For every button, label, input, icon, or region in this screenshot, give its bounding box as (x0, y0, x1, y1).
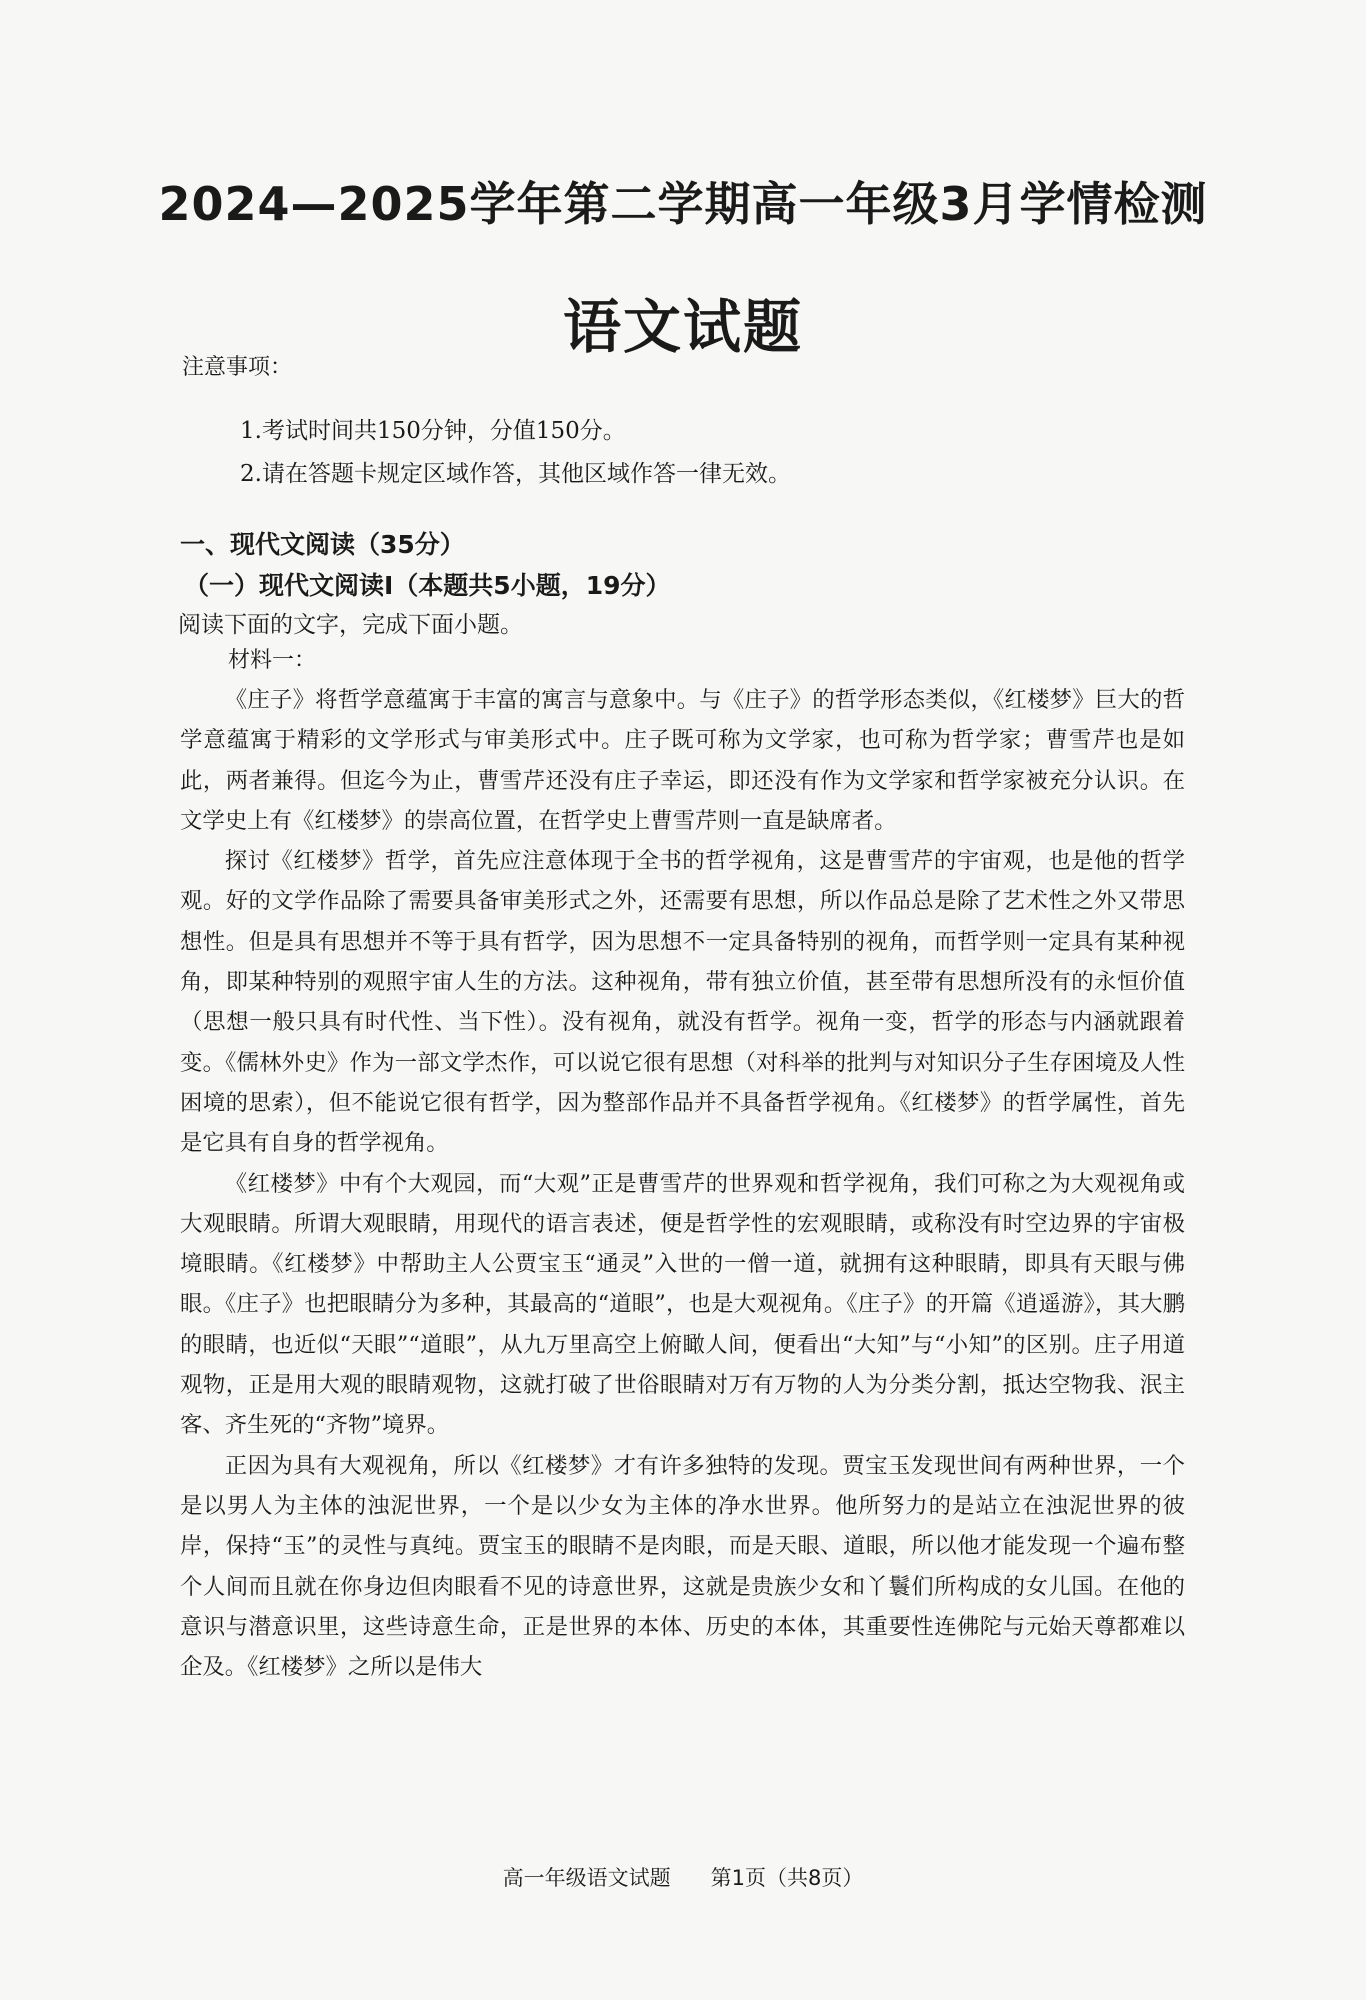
notice-item: 1.考试时间共150分钟，分值150分。 (240, 418, 626, 444)
passage-paragraph: 正因为具有大观视角，所以《红楼梦》才有许多独特的发现。贾宝玉发现世间有两种世界，一个是以男人为主体的浊泥世界，一个是以少女为主体的净水世界。他所努力的是站立在浊泥世界的彼岸，保持“玉”的灵性与真纯。贾宝玉的眼睛不是肉眼，而是天眼、道眼，所以他才能发现一个遍布整个人间而且就在你身边但肉眼看不见的诗意世界，这就是贵族少女和丫鬟们所构成的女儿国。在他的意识与潜意识里，这些诗意生命，正是世界的本体、历史的本体，其重要性连佛陀与元始天尊都难以企及。《红楼梦》之所以是伟大 (180, 1452, 1185, 1681)
passage-paragraph: 《红楼梦》中有个大观园，而“大观”正是曹雪芹的世界观和哲学视角，我们可称之为大观视角或大观眼睛。所谓大观眼睛，用现代的语言表述，便是哲学性的宏观眼睛，或称没有时空边界的宇宙极境眼睛。《红楼梦》中帮助主人公贾宝玉“通灵”入世的一僧一道，就拥有这种眼睛，即具有天眼与佛眼。《庄子》也把眼睛分为多种，其最高的“道眼”，也是大观视角。《庄子》的开篇《逍遥游》，其大鹏的眼睛，也近似“天眼”“道眼”，从九万里高空上俯瞰人间，便看出“大知”与“小知”的区别。庄子用道观物，正是用大观的眼睛观物，这就打破了世俗眼睛对万有万物的人为分类分割，抵达空物我、泯主客、齐生死的“齐物”境界。 (180, 1170, 1185, 1439)
exam-title: 2024—2025学年第二学期高一年级3月学情检测 (158, 177, 1208, 231)
section-heading: 一、现代文阅读（35分） (180, 530, 465, 559)
passage-paragraph: 探讨《红楼梦》哲学，首先应注意体现于全书的哲学视角，这是曹雪芹的宇宙观，也是他的哲学观。好的文学作品除了需要具备审美形式之外，还需要有思想，所以作品总是除了艺术性之外又带思想性。但是具有思想并不等于具有哲学，因为思想不一定具备特别的视角，而哲学则一定具有某种视角，即某种特别的观照宇宙人生的方法。这种视角，带有独立价值，甚至带有思想所没有的永恒价值（思想一般只具有时代性、当下性）。没有视角，就没有哲学。视角一变，哲学的形态与内涵就跟着变。《儒林外史》作为一部文学杰作，可以说它很有思想（对科举的批判与对知识分子生存困境及人性困境的思索），但不能说它很有哲学，因为整部作品并不具备哲学视角。《红楼梦》的哲学属性，首先是它具有自身的哲学视角。 (180, 848, 1185, 1157)
notice-item: 2.请在答题卡规定区域作答，其他区域作答一律无效。 (240, 461, 791, 487)
footer-page-number: 第1页（共8页） (710, 1866, 864, 1890)
notice-heading: 注意事项： (182, 355, 293, 380)
passage-paragraph: 《庄子》将哲学意蕴寓于丰富的寓言与意象中。与《庄子》的哲学形态类似，《红楼梦》巨大的哲学意蕴寓于精彩的文学形式与审美形式中。庄子既可称为文学家，也可称为哲学家；曹雪芹也是如此，两者兼得。但迄今为止，曹雪芹还没有庄子幸运，即还没有作为文学家和哲学家被充分认识。在文学史上有《红楼梦》的崇高位置，在哲学史上曹雪芹则一直是缺席者。 (180, 687, 1185, 834)
page-footer (0, 1862, 1366, 1892)
footer-subject: 高一年级语文试题 (502, 1866, 671, 1890)
reading-instruction: 阅读下面的文字，完成下面小题。 (178, 612, 523, 638)
material-label: 材料一： (228, 648, 317, 673)
subsection-heading: （一）现代文阅读Ⅰ（本题共5小题，19分） (184, 571, 671, 600)
passage-body (180, 680, 1185, 1687)
subject-title: 语文试题 (562, 293, 803, 361)
